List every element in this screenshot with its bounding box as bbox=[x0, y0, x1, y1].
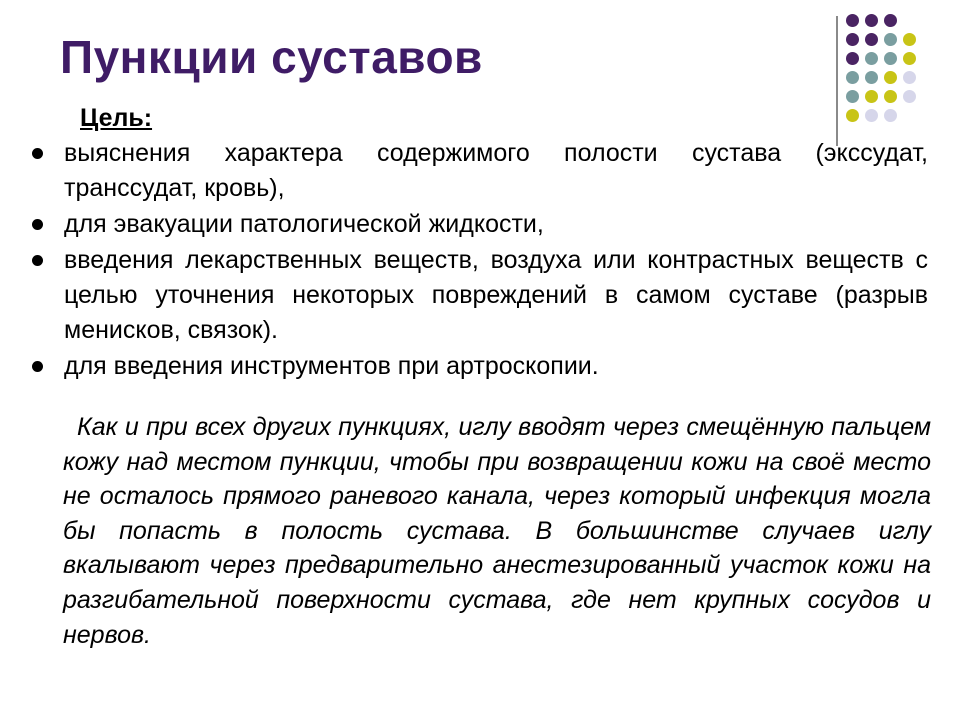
decorative-dot-purple bbox=[846, 14, 859, 27]
bullet-dot-icon bbox=[32, 255, 43, 266]
bullet-item bbox=[64, 243, 928, 348]
decorative-dot-purple bbox=[865, 33, 878, 46]
bullet-text: выяснения характера содержимого полости сустава (экссудат, транссудат, кровь), bbox=[64, 139, 928, 202]
decorative-dot-teal bbox=[884, 33, 897, 46]
decorative-dot-teal bbox=[884, 52, 897, 65]
decorative-dot-teal bbox=[846, 90, 859, 103]
goal-bullet-list bbox=[64, 136, 928, 385]
decorative-dot-lavender bbox=[884, 109, 897, 122]
bullet-item bbox=[64, 136, 928, 206]
slide-title: Пункции суставов bbox=[60, 31, 483, 83]
decorative-dot-olive bbox=[865, 90, 878, 103]
decorative-dot-lavender bbox=[903, 90, 916, 103]
decorative-dot-olive bbox=[903, 33, 916, 46]
decorative-dot-lavender bbox=[865, 109, 878, 122]
decorative-dot-purple bbox=[865, 14, 878, 27]
decorative-dot-purple bbox=[884, 14, 897, 27]
decorative-dot-lavender bbox=[903, 71, 916, 84]
decorative-dot-olive bbox=[846, 109, 859, 122]
decorative-dot-teal bbox=[865, 71, 878, 84]
bullet-text: для эвакуации патологической жидкости, bbox=[64, 210, 544, 238]
decorative-dot-olive bbox=[903, 52, 916, 65]
procedure-paragraph: Как и при всех других пункциях, иглу вводят через смещённую пальцем кожу над местом пункции, чтобы при возвращении кожи на своё место не осталось прямого раневого канала, через который инфекция могла бы попасть в полость сустава. В большинстве случаев иглу вкалывают через предварительно анестезированный участок кожи на разгибательной поверхности сустава, где нет крупных сосудов и нервов. bbox=[63, 413, 931, 649]
bullet-text: введения лекарственных веществ, воздуха или контрастных веществ с целью уточнения некоторых повреждений в самом суставе (разрыв менисков, связок). bbox=[64, 246, 928, 344]
decorative-dot-olive bbox=[884, 71, 897, 84]
decorative-dot-grid bbox=[846, 14, 956, 144]
bullet-item bbox=[64, 349, 928, 384]
decorative-dot-purple bbox=[846, 52, 859, 65]
bullet-item bbox=[64, 207, 928, 242]
bullet-text: для введения инструментов при артроскопии. bbox=[64, 352, 599, 380]
decorative-dot-olive bbox=[884, 90, 897, 103]
bullet-dot-icon bbox=[32, 148, 43, 159]
bullet-dot-icon bbox=[32, 219, 43, 230]
decorative-divider-line bbox=[836, 16, 838, 146]
bullet-dot-icon bbox=[32, 361, 43, 372]
decorative-dot-teal bbox=[846, 71, 859, 84]
goal-label: Цель: bbox=[80, 104, 153, 132]
decorative-dot-purple bbox=[846, 33, 859, 46]
decorative-dot-teal bbox=[865, 52, 878, 65]
